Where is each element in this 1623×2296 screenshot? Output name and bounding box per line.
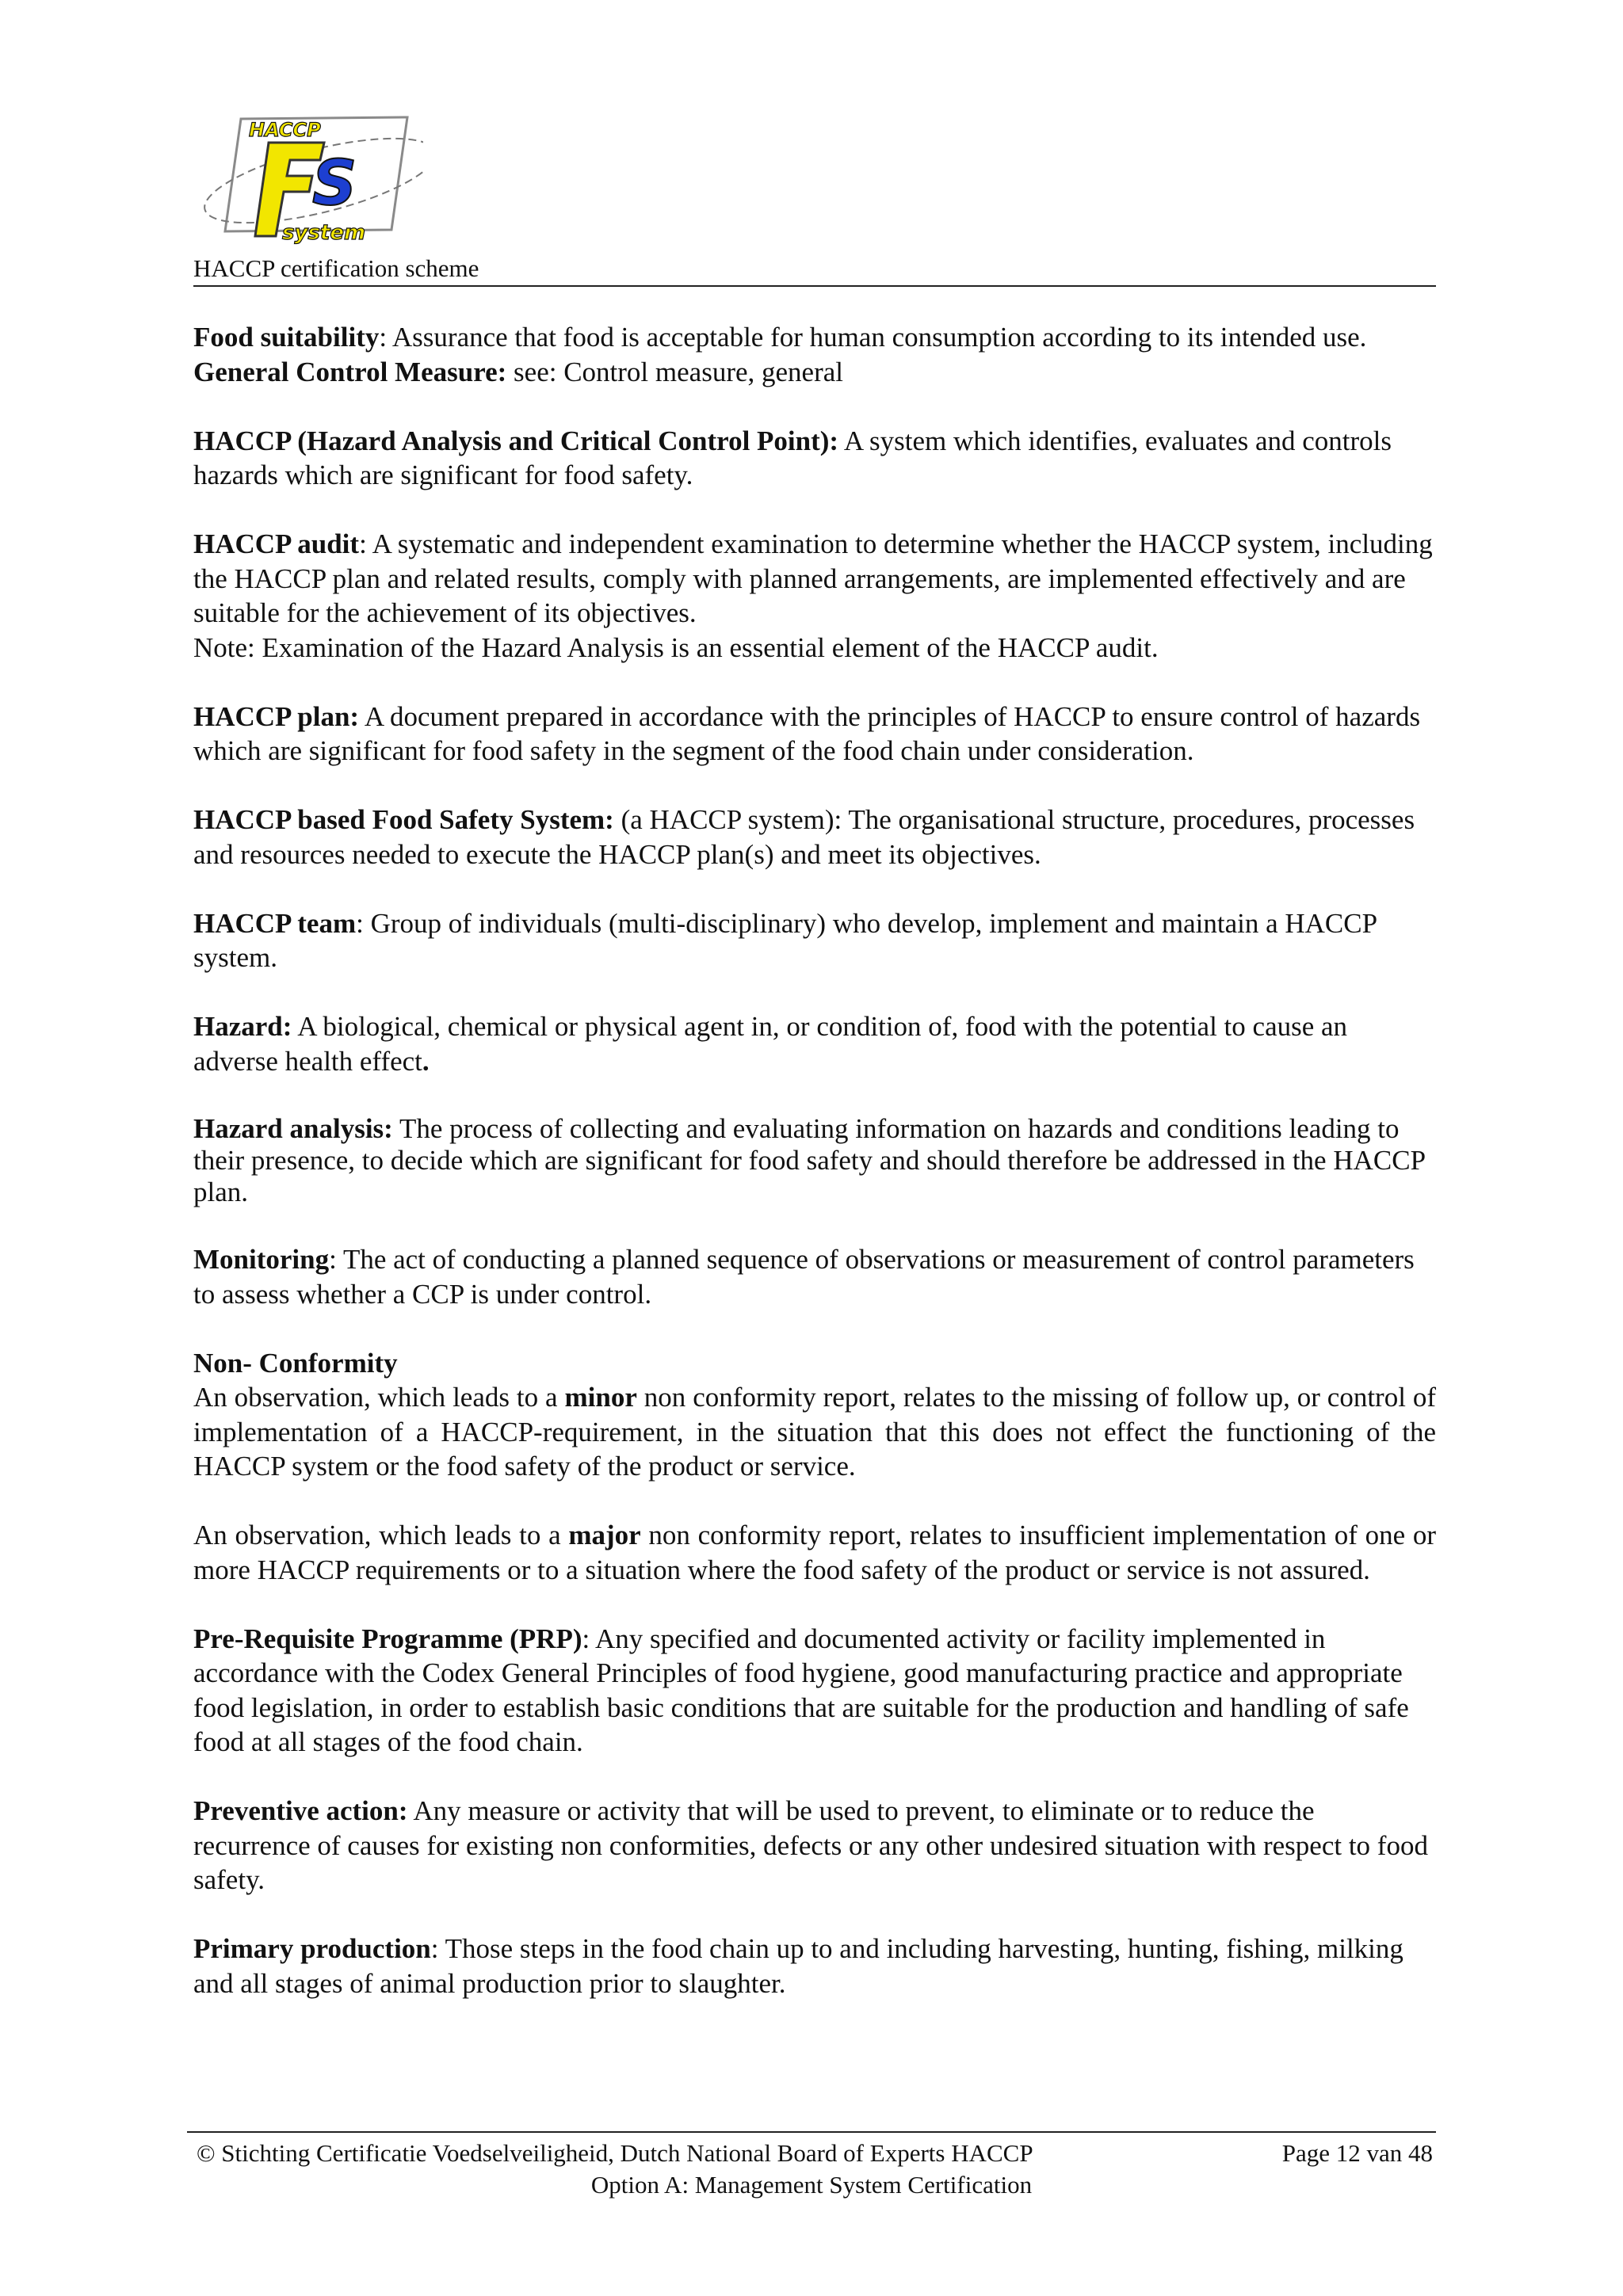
definition: Group of individuals (multi-disciplinary) who develop, implement and maintain a HACCP system. (193, 907, 1377, 973)
term: Food suitability (193, 322, 380, 353)
footer-page-number: Page 12 van 48 (1281, 2139, 1433, 2167)
haccp-fs-system-logo (193, 111, 423, 254)
definition: The process of collecting and evaluating information on hazards and conditions leading to their presence, to decide which are significant for food safety and should therefore be addressed in the HACCP plan. (193, 1112, 1425, 1207)
definition: Any specified and documented activity or facility implemented in accordance with the Codex General Principles of food hygiene, good manufacturing practice and appropriate food legislation, in order to establish basic conditions that are suitable for the production and handling of safe food at all stages of the food chain. (193, 1623, 1409, 1757)
nonconformity-heading: Non- Conformity (193, 1347, 398, 1379)
definition: A biological, chemical or physical agent in, or condition of, food with the potential to cause an adverse health effect (193, 1011, 1348, 1077)
scheme-title: HACCP certification scheme (193, 254, 479, 282)
svg-text:S: S (312, 148, 357, 219)
term: HACCP audit (193, 528, 360, 559)
footer-copyright: © Stichting Certificatie Voedselveiligheid, Dutch National Board of Experts HACCP (197, 2139, 1033, 2167)
term: HACCP based Food Safety System: (193, 804, 614, 835)
entry-haccp-team: HACCP team: Group of individuals (multi-disciplinary) who develop, implement and maintain a HACCP system. (193, 907, 1377, 973)
entry-haccp-audit: HACCP audit: A systematic and independent examination to determine whether the HACCP system, including the HACCP plan and related results, comply with planned arrangements, are implemented effectively and are suitable for the achievement of its objectives. (193, 528, 1433, 628)
term: Preventive action: (193, 1795, 408, 1826)
definition: (a HACCP system): The organisational structure, procedures, processes and resources needed to execute the HACCP plan(s) and meet its objectives. (193, 804, 1415, 870)
entry-food-suitability: Food suitability: Assurance that food is acceptable for human consumption according to its intended use. (193, 322, 1367, 353)
entry-monitoring: Monitoring: The act of conducting a planned sequence of observations or measurement of control parameters to assess whether a CCP is under control. (193, 1244, 1415, 1310)
definition: see: Control measure, general (514, 356, 843, 387)
term: HACCP team (193, 907, 357, 939)
entry-primary-production: Primary production: Those steps in the food chain up to and including harvesting, hunting, fishing, milking and all stages of animal production prior to slaughter. (193, 1933, 1403, 1999)
definition: Those steps in the food chain up to and including harvesting, hunting, fishing, milking and all stages of animal production prior to slaughter. (193, 1933, 1403, 1999)
entry-general-control-measure (193, 355, 1436, 390)
entry-hazard: Hazard: A biological, chemical or physical agent in, or condition of, food with the potential to cause an adverse health effect. (193, 1011, 1348, 1077)
entry-preventive-action (193, 1794, 1436, 1897)
definition: Assurance that food is acceptable for human consumption according to its intended use. (391, 322, 1367, 353)
definition: A document prepared in accordance with the principles of HACCP to ensure control of hazards which are significant for food safety in the segment of the food chain under consideration. (193, 700, 1421, 766)
entry-haccp-food-safety-system (193, 803, 1436, 871)
entry-haccp (193, 424, 1436, 493)
definition: A system which identifies, evaluates and controls hazards which are significant for food safety. (193, 425, 1392, 490)
term: General Control Measure: (193, 356, 507, 387)
definition: The act of conducting a planned sequence of observations or measurement of control parameters to assess whether a CCP is under control. (193, 1244, 1415, 1310)
entry-haccp-plan (193, 700, 1436, 769)
nonconformity-major: An observation, which leads to a major non conformity report, relates to insufficient implementation of one or more HACCP requirements or to a situation where the food safety of the product or service is not assured. (193, 1520, 1437, 1585)
footer-option: Option A: Management System Certification (590, 2171, 1033, 2199)
term: Hazard: (193, 1011, 292, 1042)
logo-system-text: system (282, 221, 366, 245)
term: HACCP plan: (193, 700, 360, 732)
logo-haccp-text: HACCP (249, 119, 321, 141)
entry-hazard-analysis (193, 1113, 1436, 1208)
term: HACCP (Hazard Analysis and Critical Control Point): (193, 425, 839, 456)
term: Primary production (193, 1933, 431, 1964)
term: Hazard analysis: (193, 1112, 393, 1144)
nonconformity-minor: An observation, which leads to a minor non conformity report, relates to the missing of follow up, or control of implementation of a HACCP-requirement, in the situation that this does not effect the functioning of the HACCP system or the food safety of the product or service. (193, 1382, 1436, 1482)
term: Monitoring (193, 1244, 330, 1275)
definition: Any measure or activity that will be used to prevent, to eliminate or to reduce the recurrence of causes for existing non conformities, defects or any other undesired situation with respect to food safety. (193, 1795, 1428, 1895)
definition: A systematic and independent examination to determine whether the HACCP system, including the HACCP plan and related results, comply with planned arrangements, are implemented effectively and are suitable for the achievement of its objectives. (193, 528, 1433, 628)
term: Pre-Requisite Programme (PRP) (193, 1623, 582, 1654)
glossary-content (193, 320, 1436, 2000)
entry-haccp-audit-note: Note: Examination of the Hazard Analysis is an essential element of the HACCP audit. (193, 631, 1159, 663)
page-header (193, 111, 1436, 287)
entry-prp: Pre-Requisite Programme (PRP): Any specified and documented activity or facility implemented in accordance with the Codex General Principles of food hygiene, good manufacturing practice and appropriate food legislation, in order to establish basic conditions that are suitable for the production and handling of safe food at all stages of the food chain. (193, 1623, 1409, 1757)
page-footer (187, 2131, 1436, 2199)
